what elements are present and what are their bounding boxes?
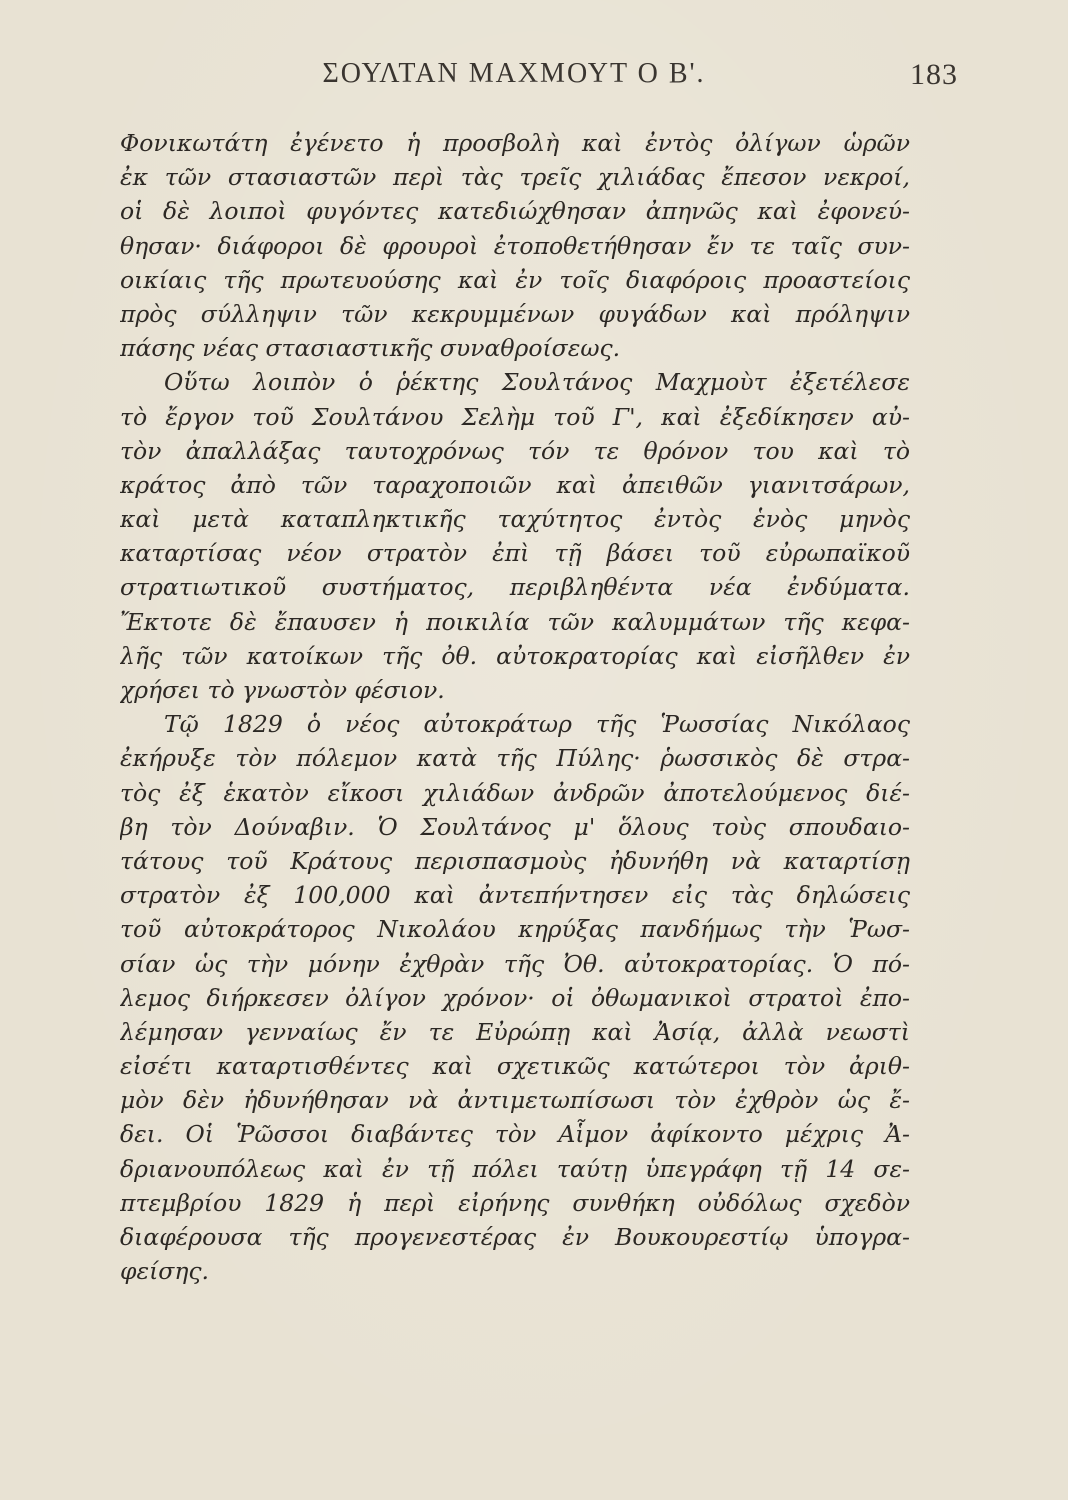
text-line: πρὸς σύλληψιν τῶν κεκρυμμένων φυγάδων καὶ πρόληψιν: [120, 299, 910, 328]
text-line: χρήσει τὸ γνωστὸν φέσιον.: [120, 676, 445, 704]
page-header: [120, 58, 958, 102]
text-line: λέμησαν γενναίως ἔν τε Εὐρώπῃ καὶ Ἀσίᾳ, ἀλλὰ νεωστὶ: [120, 1017, 910, 1046]
text-line: τάτους τοῦ Κράτους περισπασμοὺς ἠδυνήθη νὰ καταρτίσῃ: [120, 846, 910, 875]
page-number: 183: [910, 58, 958, 91]
text-line: Φονικωτάτη ἐγένετο ἡ προσβολὴ καὶ ἐντὸς ὀλίγων ὡρῶν: [120, 129, 910, 157]
text-line: σίαν ὡς τὴν μόνην ἐχθρὰν τῆς Ὀθ. αὐτοκρατορίας. Ὁ πό-: [120, 949, 910, 978]
text-line: διαφέρουσα τῆς προγενεστέρας ἐν Βουκουρεστίῳ ὑπογρα-: [120, 1223, 910, 1251]
text-line: δει. Οἱ Ῥῶσσοι διαβάντες τὸν Αἷμον ἀφίκοντο μέχρις Ἀ-: [120, 1120, 910, 1149]
text-line: θησαν· διάφοροι δὲ φρουροὶ ἐτοποθετήθησαν ἔν τε ταῖς συν-: [120, 231, 910, 260]
paragraph-start-line: Οὕτω λοιπὸν ὁ ῥέκτης Σουλτάνος Μαχμοὺτ ἐξετέλεσε: [164, 368, 910, 397]
text-line: εἰσέτι καταρτισθέντες καὶ σχετικῶς κατώτεροι τὸν ἀριθ-: [120, 1052, 910, 1081]
text-line: καταρτίσας νέον στρατὸν ἐπὶ τῇ βάσει τοῦ εὐρωπαϊκοῦ: [120, 539, 910, 568]
text-line: τοῦ αὐτοκράτορος Νικολάου κηρύξας πανδήμως τὴν Ῥωσ-: [120, 915, 910, 944]
text-line: μὸν δὲν ἠδυνήθησαν νὰ ἀντιμετωπίσωσι τὸν ἐχθρὸν ὡς ἔ-: [120, 1086, 910, 1115]
text-line: λῆς τῶν κατοίκων τῆς ὀθ. αὐτοκρατορίας καὶ εἰσῆλθεν ἐν: [120, 641, 910, 670]
text-line: τὸν ἀπαλλάξας ταυτοχρόνως τόν τε θρόνον του καὶ τὸ: [120, 436, 910, 465]
text-line: λεμος διήρκεσεν ὀλίγον χρόνον· οἱ ὀθωμανικοὶ στρατοὶ ἐπο-: [120, 983, 910, 1012]
text-line: πτεμβρίου 1829 ἡ περὶ εἰρήνης συνθήκη οὐδόλως σχεδὸν: [120, 1188, 910, 1217]
text-line: Ἔκτοτε δὲ ἔπαυσεν ἡ ποικιλία τῶν καλυμμάτων τῆς κεφα-: [120, 607, 910, 636]
text-line: ἐκήρυξε τὸν πόλεμον κατὰ τῆς Πύλης· ῥωσσικὸς δὲ στρα-: [120, 744, 910, 773]
text-line: κράτος ἀπὸ τῶν ταραχοποιῶν καὶ ἀπειθῶν γιανιτσάρων,: [120, 470, 910, 499]
text-line: ἐκ τῶν στασιαστῶν περὶ τὰς τρεῖς χιλιάδας ἔπεσον νεκροί,: [120, 163, 910, 192]
text-line: στρατιωτικοῦ συστήματος, περιβληθέντα νέα ἐνδύματα.: [120, 573, 910, 602]
text-line: στρατὸν ἐξ 100,000 καὶ ἀντεπήντησεν εἰς τὰς δηλώσεις: [120, 881, 910, 910]
body-text: [120, 126, 910, 1288]
text-line: οικίαις τῆς πρωτευούσης καὶ ἐν τοῖς διαφόροις προαστείοις: [120, 265, 910, 294]
text-line: πάσης νέας στασιαστικῆς συναθροίσεως.: [120, 334, 621, 363]
text-line: τὸς ἐξ ἑκατὸν εἴκοσι χιλιάδων ἀνδρῶν ἀποτελούμενος διέ-: [120, 778, 910, 807]
running-title: ΣΟΥΛΤΑΝ ΜΑΧΜΟΥΤ Ο Β'.: [322, 58, 706, 89]
text-line: καὶ μετὰ καταπληκτικῆς ταχύτητος ἐντὸς ἑνὸς μηνὸς: [120, 505, 910, 534]
text-line: βη τὸν Δούναβιν. Ὁ Σουλτάνος μ' ὅλους τοὺς σπουδαιο-: [120, 812, 910, 841]
text-line: οἱ δὲ λοιποὶ φυγόντες κατεδιώχθησαν ἀπηνῶς καὶ ἐφονεύ-: [120, 197, 910, 226]
text-line: φείσης.: [120, 1257, 210, 1286]
text-line: δριανουπόλεως καὶ ἐν τῇ πόλει ταύτῃ ὑπεγράφη τῇ 14 σε-: [120, 1154, 910, 1183]
text-line: τὸ ἔργον τοῦ Σουλτάνου Σελὴμ τοῦ Γ', καὶ ἐξεδίκησεν αὐ-: [120, 402, 910, 431]
paragraph-start-line: Τῷ 1829 ὁ νέος αὐτοκράτωρ τῆς Ῥωσσίας Νικόλαος: [164, 710, 910, 739]
